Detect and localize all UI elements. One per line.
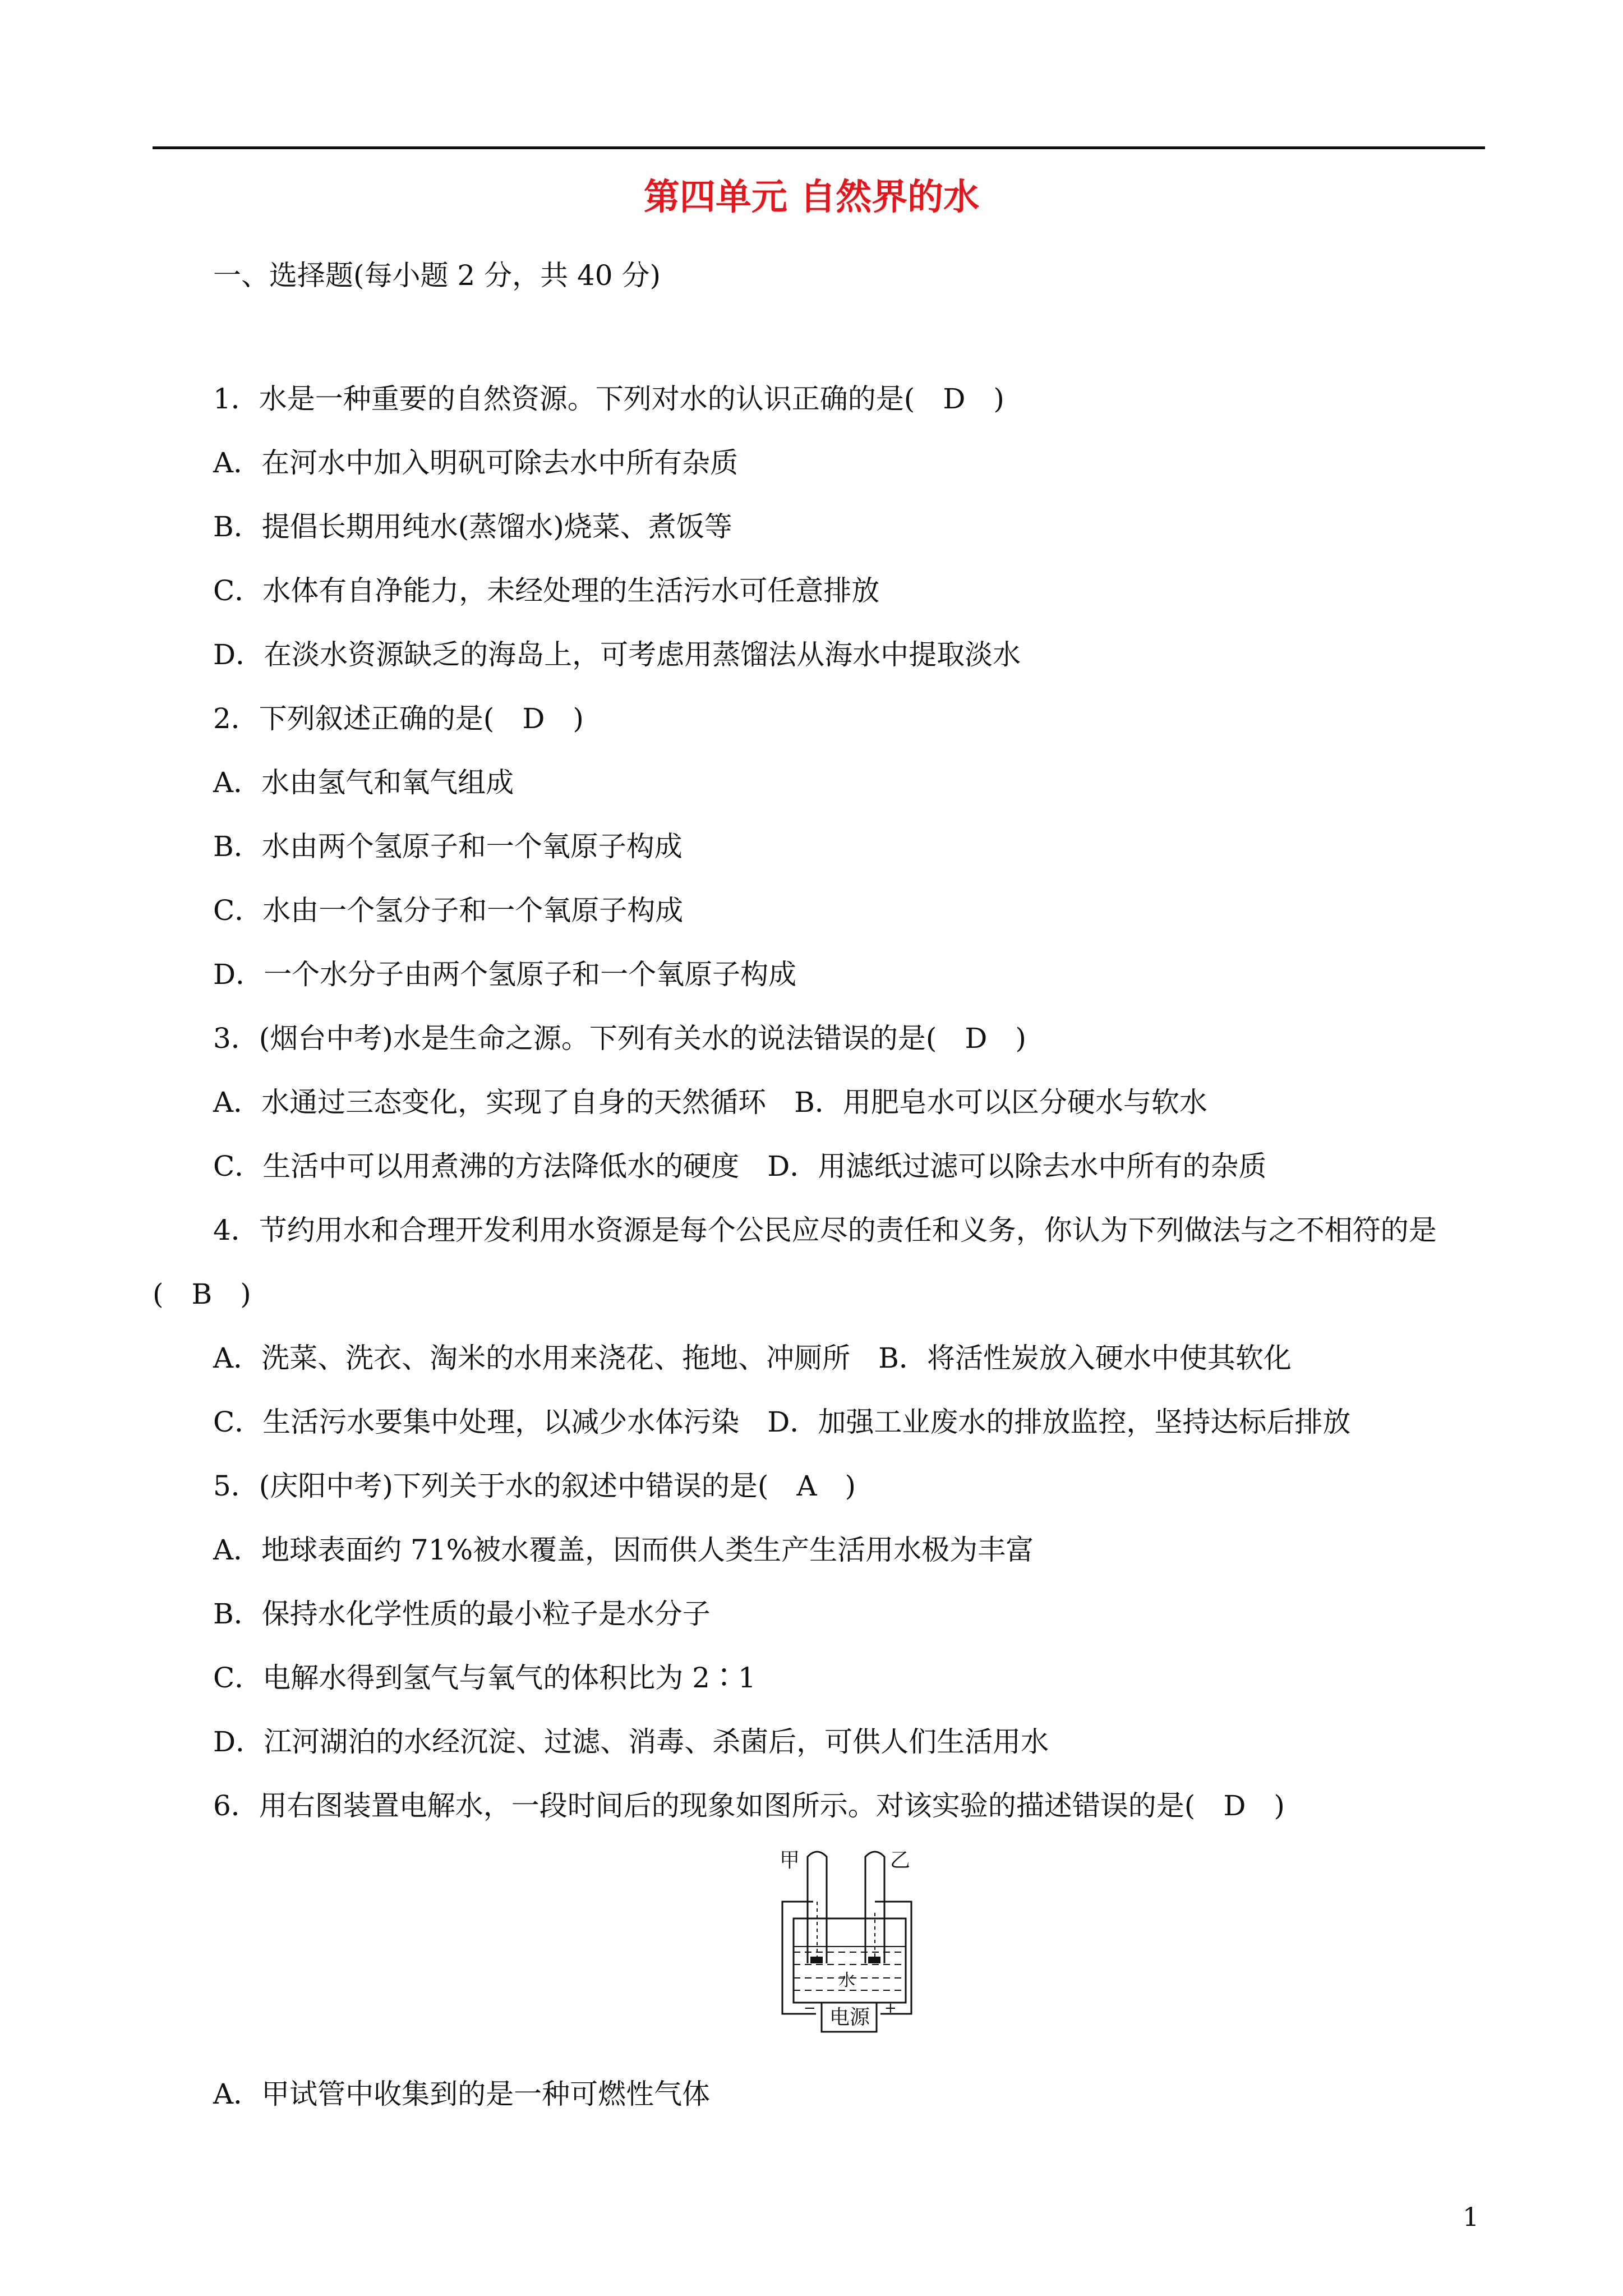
question-1-option-a: A．在河水中加入明矾可除去水中所有杂质 [213,447,739,479]
question-4-options-cd: C．生活污水要集中处理，以减少水体污染 D．加强工业废水的排放监控，坚持达标后排放 [213,1406,1351,1438]
question-1: 1．水是一种重要的自然资源。下列对水的认识正确的是( D ) [213,383,1004,415]
electrolysis-apparatus-figure [760,1846,939,2059]
question-5: 5．(庆阳中考)下列关于水的叙述中错误的是( A ) [213,1470,856,1502]
question-5-option-d: D．江河湖泊的水经沉淀、过滤、消毒、杀菌后，可供人们生活用水 [213,1726,1049,1758]
plus-terminal-sign: + [884,2000,897,2017]
minus-terminal-sign: − [804,2000,816,2017]
question-3-options-cd: C．生活中可以用煮沸的方法降低水的硬度 D．用滤纸过滤可以除去水中所有的杂质 [213,1150,1267,1182]
unit-title: 第四单元 自然界的水 [643,176,980,218]
question-2-option-c: C．水由一个氢分子和一个氧原子构成 [213,894,684,927]
page-number: 1 [1463,2202,1479,2232]
question-4: 4．节约用水和合理开发利用水资源是每个公民应尽的责任和义务，你认为下列做法与之不相符的是 [213,1214,1437,1246]
question-5-option-b: B．保持水化学性质的最小粒子是水分子 [213,1598,711,1630]
question-1-option-d: D．在淡水资源缺乏的海岛上，可考虑用蒸馏法从海水中提取淡水 [213,638,1021,671]
power-source-label: 电源 [829,2006,870,2029]
question-3: 3．(烟台中考)水是生命之源。下列有关水的说法错误的是( D ) [213,1022,1026,1055]
question-6-option-a: A．甲试管中收集到的是一种可燃性气体 [213,2078,711,2110]
question-4-answer: ( B ) [153,1278,251,1310]
question-3-options-ab: A．水通过三态变化，实现了自身的天然循环 B．用肥皂水可以区分硬水与软水 [213,1086,1207,1119]
section-heading: 一、选择题(每小题 2 分，共 40 分) [213,259,661,292]
question-1-option-b: B．提倡长期用纯水(蒸馏水)烧菜、煮饭等 [213,510,732,543]
question-2-option-a: A．水由氢气和氧气组成 [213,766,514,799]
tube-right-label: 乙 [890,1849,911,1872]
question-2-option-d: D．一个水分子由两个氢原子和一个氧原子构成 [213,958,797,991]
question-2-option-b: B．水由两个氢原子和一个氧原子构成 [213,830,683,863]
question-5-option-a: A．地球表面约 71%被水覆盖，因而供人类生产生活用水极为丰富 [213,1534,1034,1566]
top-rule [153,146,1485,149]
tube-left-label: 甲 [780,1849,800,1872]
question-6: 6．用右图装置电解水，一段时间后的现象如图所示。对该实验的描述错误的是( D ) [213,1789,1285,1822]
question-4-options-ab: A．洗菜、洗衣、淘米的水用来浇花、拖地、冲厕所 B．将活性炭放入硬水中使其软化 [213,1342,1292,1374]
question-2: 2．下列叙述正确的是( D ) [213,702,584,735]
question-1-option-c: C．水体有自净能力，未经处理的生活污水可任意排放 [213,574,880,607]
water-label: 水 [838,1971,855,1990]
question-5-option-c: C．电解水得到氢气与氧气的体积比为 2∶1 [213,1662,756,1694]
